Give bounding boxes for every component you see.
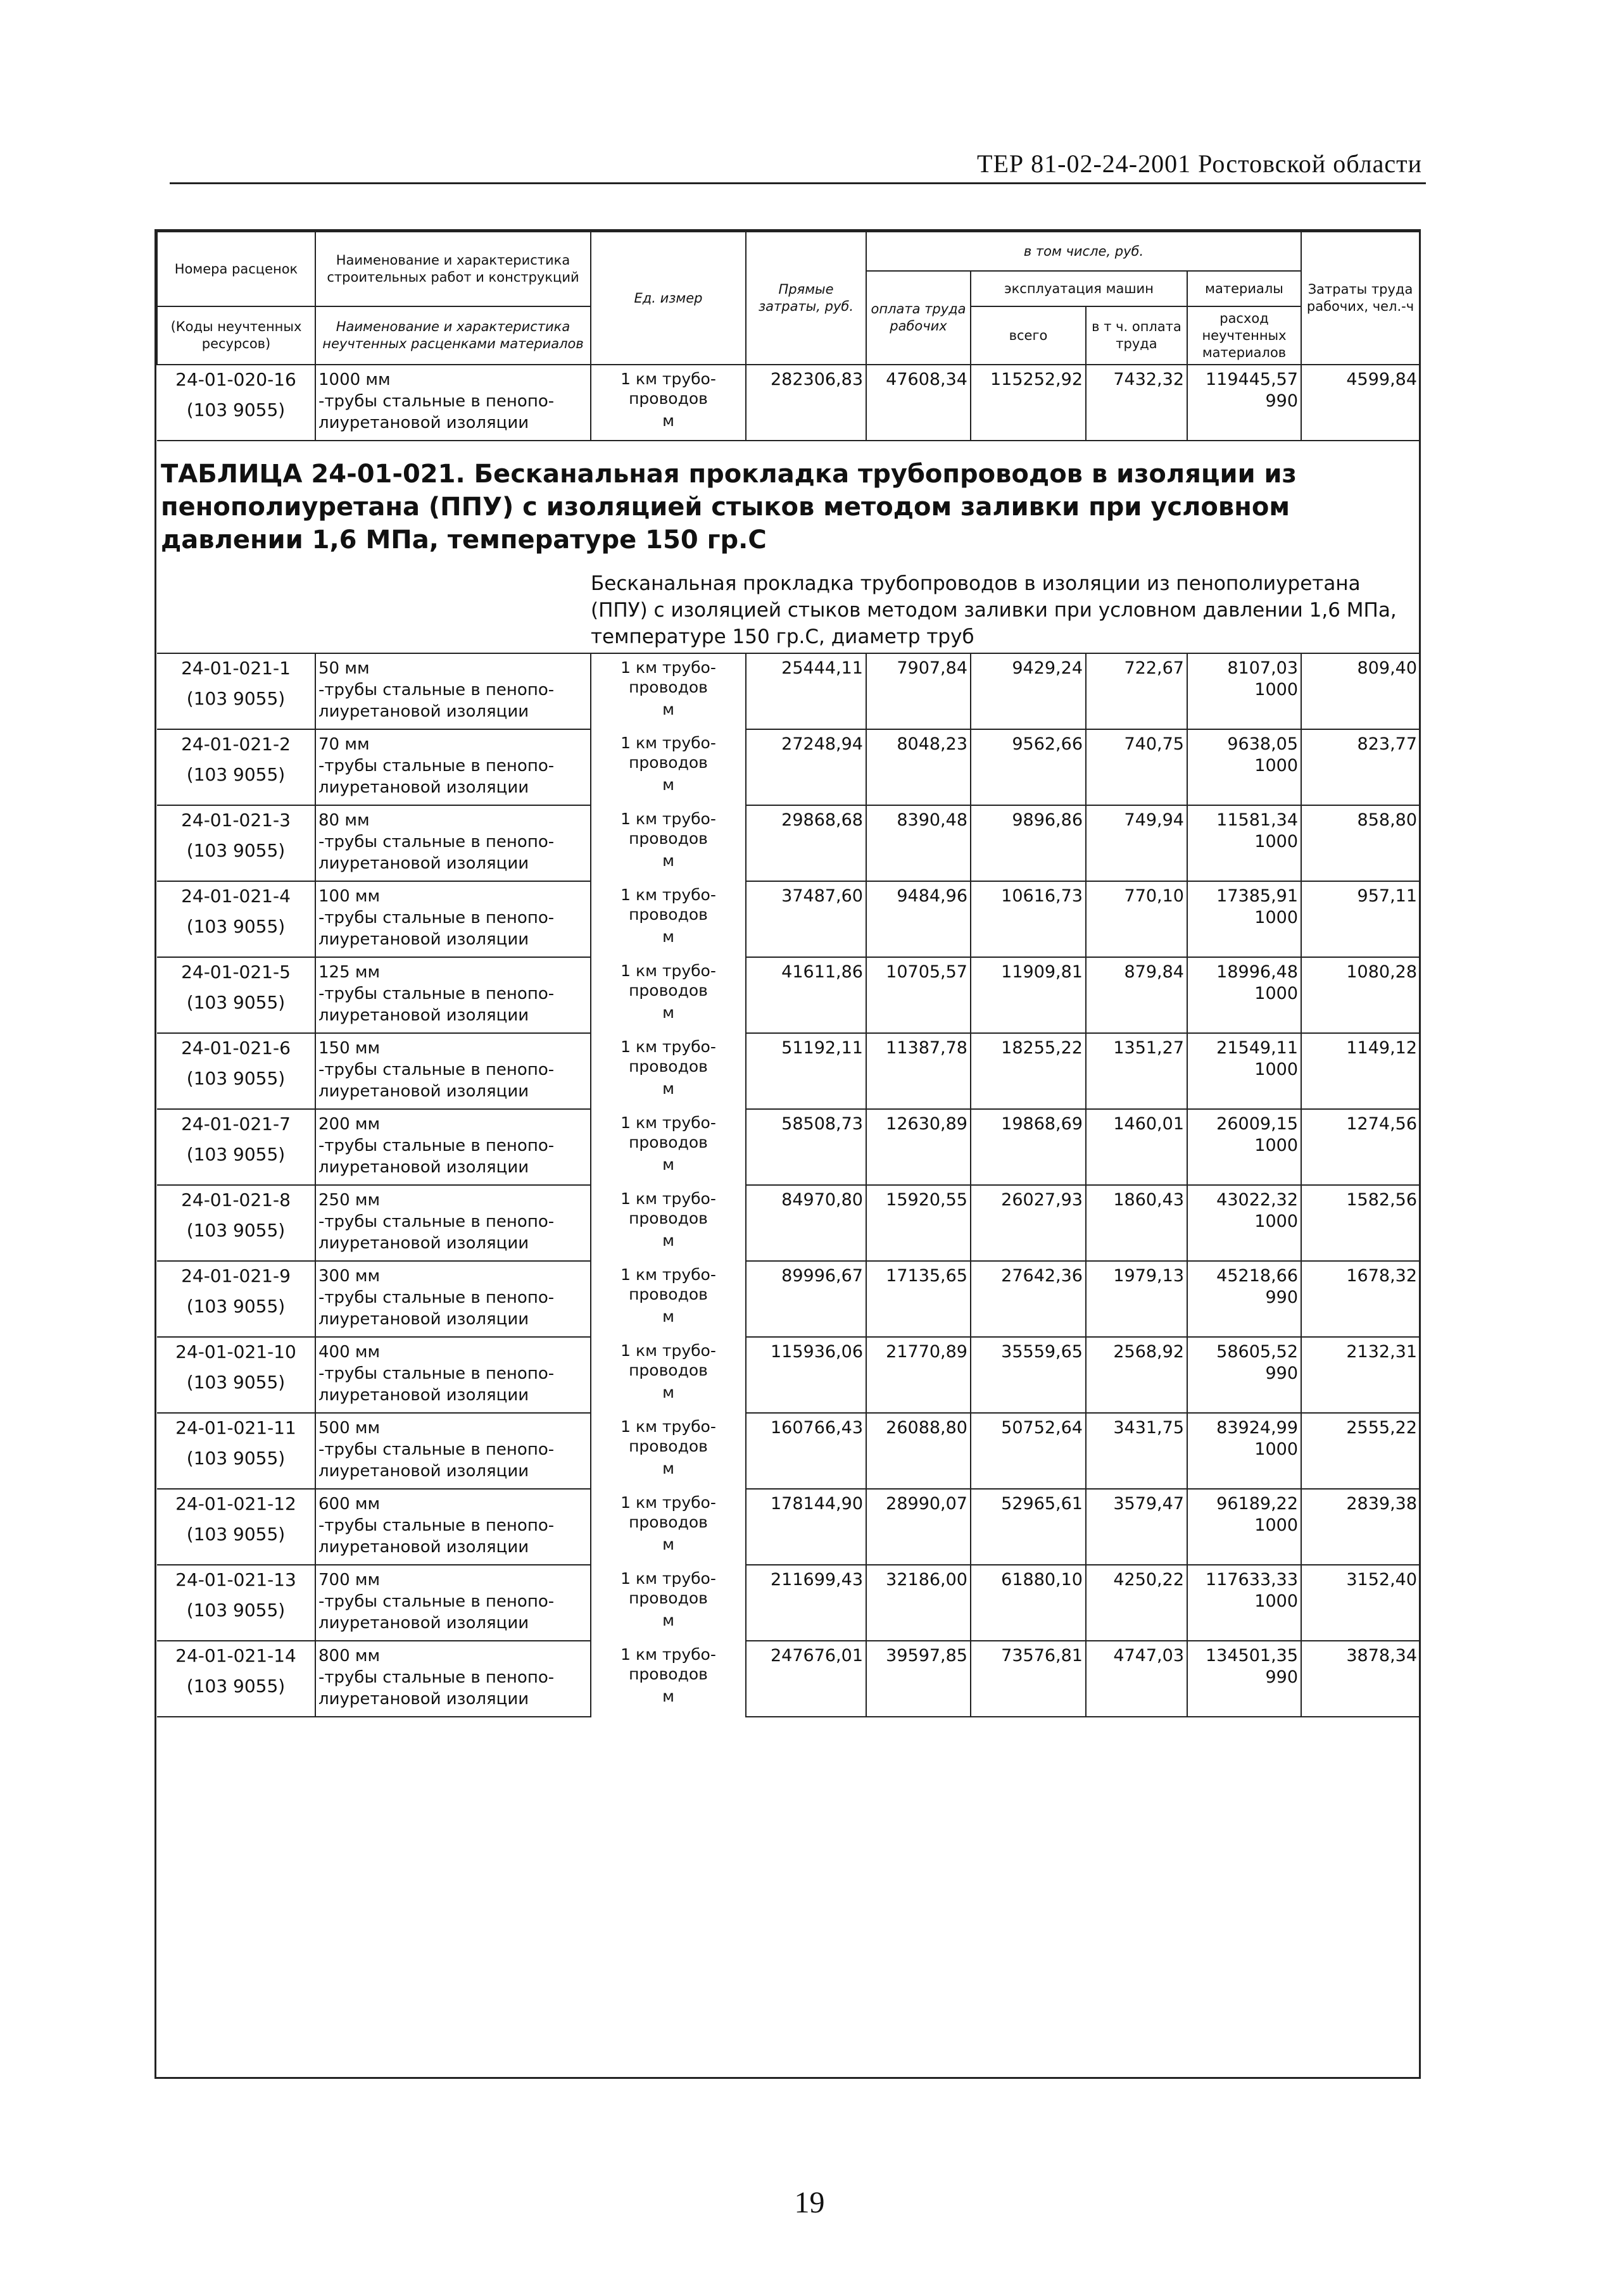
col-direct-header: Прямые затраты, руб.: [746, 232, 866, 365]
labor-cost: 823,77: [1301, 729, 1420, 755]
col-labor-header: Затраты труда рабочих, чел.-ч: [1301, 232, 1420, 365]
work-name: 200 мм: [315, 1109, 591, 1135]
price-table-frame: [154, 229, 1421, 2079]
resource-code: (103 9055): [157, 1591, 315, 1641]
unit: 1 км трубо-проводов м: [591, 1489, 746, 1565]
unit: 1 км трубо-проводов м: [591, 1413, 746, 1489]
materials-cost: 58605,52: [1187, 1337, 1301, 1363]
rate-code: 24-01-020-16: [157, 365, 315, 391]
resource-code: (103 9055): [157, 755, 315, 805]
wage-cost: 10705,57: [866, 957, 971, 983]
resource-unit: м: [662, 1611, 674, 1629]
table-row: [157, 679, 1420, 729]
table-row: [157, 1033, 1420, 1059]
direct-cost: 247676,01: [746, 1641, 866, 1667]
work-name: 125 мм: [315, 957, 591, 983]
labor-cost: 1274,56: [1301, 1109, 1420, 1135]
direct-cost: 115936,06: [746, 1337, 866, 1363]
machines-wage: 722,67: [1086, 653, 1187, 679]
machines-total: 115252,92: [971, 365, 1086, 391]
rate-code: 24-01-021-14: [157, 1641, 315, 1667]
col-name-alt-header: Наименование и характеристика неучтенных расценками материалов: [315, 306, 591, 365]
unit: 1 км трубо-проводов м: [591, 1337, 746, 1413]
direct-cost: 29868,68: [746, 805, 866, 831]
materials-cost: 18996,48: [1187, 957, 1301, 983]
materials-cost: 21549,11: [1187, 1033, 1301, 1059]
machines-total: 9429,24: [971, 653, 1086, 679]
table-row: [157, 983, 1420, 1033]
document-header: [170, 149, 1426, 184]
rate-code: 24-01-021-1: [157, 653, 315, 679]
resource-name: -трубы стальные в пенопо-лиуретановой изоляции: [315, 1667, 591, 1717]
resource-code: (103 9055): [157, 679, 315, 729]
resource-code: (103 9055): [157, 907, 315, 957]
machines-total: 61880,10: [971, 1565, 1086, 1591]
col-incl-header: в том числе, руб.: [866, 232, 1301, 271]
resource-qty: 1000: [1187, 907, 1301, 957]
unit: 1 км трубо-проводов м: [591, 729, 746, 805]
table-row: [157, 1363, 1420, 1413]
direct-cost: 160766,43: [746, 1413, 866, 1439]
col-incl-wage-header: в т ч. оплата труда: [1086, 306, 1187, 365]
resource-name: -трубы стальные в пенопо-лиуретановой изоляции: [315, 679, 591, 729]
machines-total: 10616,73: [971, 881, 1086, 907]
wage-cost: 12630,89: [866, 1109, 971, 1135]
resource-qty: 1000: [1187, 1515, 1301, 1565]
direct-cost: 282306,83: [746, 365, 866, 391]
machines-wage: 1860,43: [1086, 1185, 1187, 1211]
resource-qty: 990: [1187, 391, 1301, 441]
table-body: [157, 653, 1420, 1717]
rate-code: 24-01-021-4: [157, 881, 315, 907]
unit: 1 км трубо-проводов м: [591, 365, 746, 441]
resource-name: -трубы стальные в пенопо-лиуретановой изоляции: [315, 1287, 591, 1337]
machines-wage: 4250,22: [1086, 1565, 1187, 1591]
machines-wage: 740,75: [1086, 729, 1187, 755]
unit: 1 км трубо-проводов м: [591, 1565, 746, 1641]
resource-name: -трубы стальные в пенопо-лиуретановой изоляции: [315, 755, 591, 805]
table-row: [157, 391, 1420, 441]
direct-cost: 41611,86: [746, 957, 866, 983]
resource-unit: м: [662, 1307, 674, 1326]
col-code-header: Номера расценок: [157, 232, 315, 306]
materials-cost: 26009,15: [1187, 1109, 1301, 1135]
rate-code: 24-01-021-6: [157, 1033, 315, 1059]
materials-cost: 9638,05: [1187, 729, 1301, 755]
resource-qty: 1000: [1187, 679, 1301, 729]
table-row: [157, 957, 1420, 983]
resource-unit: м: [662, 851, 674, 870]
table-subtitle-row: [157, 563, 1420, 653]
document-title: ТЕР 81-02-24-2001 Ростовской области: [977, 149, 1422, 178]
labor-cost: 1149,12: [1301, 1033, 1420, 1059]
labor-cost: 858,80: [1301, 805, 1420, 831]
table-row: [157, 1135, 1420, 1185]
resource-qty: 1000: [1187, 1439, 1301, 1489]
table-row: [157, 729, 1420, 755]
labor-cost: 3878,34: [1301, 1641, 1420, 1667]
resource-name: -трубы стальные в пенопо-лиуретановой изоляции: [315, 1591, 591, 1641]
table-row: [157, 1489, 1420, 1515]
resource-code: (103 9055): [157, 1515, 315, 1565]
resource-unit: м: [662, 927, 674, 946]
work-name: 150 мм: [315, 1033, 591, 1059]
materials-cost: 119445,57: [1187, 365, 1301, 391]
resource-unit: м: [662, 700, 674, 718]
rate-code: 24-01-021-9: [157, 1261, 315, 1287]
work-name: 50 мм: [315, 653, 591, 679]
resource-unit: м: [662, 1687, 674, 1705]
materials-cost: 8107,03: [1187, 653, 1301, 679]
rate-code: 24-01-021-2: [157, 729, 315, 755]
direct-cost: 84970,80: [746, 1185, 866, 1211]
work-name: 800 мм: [315, 1641, 591, 1667]
resource-code: (103 9055): [157, 831, 315, 881]
machines-total: 9562,66: [971, 729, 1086, 755]
resource-unit: м: [662, 1003, 674, 1022]
machines-total: 9896,86: [971, 805, 1086, 831]
resource-code: (103 9055): [157, 1667, 315, 1717]
col-wage-header: оплата труда рабочих: [866, 271, 971, 365]
machines-wage: 3579,47: [1086, 1489, 1187, 1515]
table-row: [157, 653, 1420, 679]
table-row: [157, 1413, 1420, 1439]
work-name: 80 мм: [315, 805, 591, 831]
direct-cost: 211699,43: [746, 1565, 866, 1591]
machines-wage: 770,10: [1086, 881, 1187, 907]
col-total-header: всего: [971, 306, 1086, 365]
labor-cost: 1582,56: [1301, 1185, 1420, 1211]
rate-code: 24-01-021-3: [157, 805, 315, 831]
table-title: ТАБЛИЦА 24-01-021. Бесканальная прокладка трубопроводов в изоляции из пенополиуретана (ППУ) с изоляцией стыков методом заливки при условном давлении 1,6 МПа, температуре 150 гр.С: [157, 441, 1420, 563]
unit: 1 км трубо-проводов м: [591, 1641, 746, 1717]
col-mat-consumption-header: расход неучтенных материалов: [1187, 306, 1301, 365]
work-name: 500 мм: [315, 1413, 591, 1439]
materials-cost: 43022,32: [1187, 1185, 1301, 1211]
machines-total: 50752,64: [971, 1413, 1086, 1439]
direct-cost: 37487,60: [746, 881, 866, 907]
machines-wage: 7432,32: [1086, 365, 1187, 391]
table-subtitle: Бесканальная прокладка трубопроводов в изоляции из пенополиуретана (ППУ) с изоляцией стыков методом заливки при условном давлении 1,6 МПа, температуре 150 гр.С, диаметр труб: [591, 563, 1420, 653]
resource-qty: 1000: [1187, 1135, 1301, 1185]
direct-cost: 178144,90: [746, 1489, 866, 1515]
table-row: [157, 1667, 1420, 1717]
resource-code: (103 9055): [157, 1135, 315, 1185]
resource-name: -трубы стальные в пенопо-лиуретановой изоляции: [315, 983, 591, 1033]
rate-code: 24-01-021-7: [157, 1109, 315, 1135]
wage-cost: 8048,23: [866, 729, 971, 755]
wage-cost: 21770,89: [866, 1337, 971, 1363]
table-row: [157, 1439, 1420, 1489]
machines-total: 11909,81: [971, 957, 1086, 983]
resource-name: -трубы стальные в пенопо-лиуретановой изоляции: [315, 391, 591, 441]
rate-code: 24-01-021-10: [157, 1337, 315, 1363]
col-code-alt-header: (Коды неучтенных ресурсов): [157, 306, 315, 365]
page-number: 19: [794, 2186, 825, 2219]
rate-code: 24-01-021-8: [157, 1185, 315, 1211]
rate-code: 24-01-021-13: [157, 1565, 315, 1591]
table-title-row: [157, 441, 1420, 563]
resource-unit: м: [662, 775, 674, 794]
work-name: 300 мм: [315, 1261, 591, 1287]
resource-code: (103 9055): [157, 1211, 315, 1261]
direct-cost: 27248,94: [746, 729, 866, 755]
labor-cost: 3152,40: [1301, 1565, 1420, 1591]
resource-name: -трубы стальные в пенопо-лиуретановой изоляции: [315, 1135, 591, 1185]
materials-cost: 45218,66: [1187, 1261, 1301, 1287]
resource-qty: 1000: [1187, 1591, 1301, 1641]
work-name: 70 мм: [315, 729, 591, 755]
table-row: [157, 755, 1420, 805]
table-row: [157, 1185, 1420, 1211]
wage-cost: 17135,65: [866, 1261, 971, 1287]
machines-total: 35559,65: [971, 1337, 1086, 1363]
resource-unit: м: [662, 1383, 674, 1402]
machines-wage: 1351,27: [1086, 1033, 1187, 1059]
direct-cost: 89996,67: [746, 1261, 866, 1287]
resource-code: (103 9055): [157, 983, 315, 1033]
rate-code: 24-01-021-12: [157, 1489, 315, 1515]
table-row: [157, 831, 1420, 881]
table-row: [157, 1261, 1420, 1287]
table-row: [157, 1109, 1420, 1135]
table-row: [157, 907, 1420, 957]
resource-unit: м: [662, 1459, 674, 1477]
labor-cost: 4599,84: [1301, 365, 1420, 391]
unit: 1 км трубо-проводов м: [591, 957, 746, 1033]
resource-name: -трубы стальные в пенопо-лиуретановой изоляции: [315, 1363, 591, 1413]
materials-cost: 134501,35: [1187, 1641, 1301, 1667]
unit: 1 км трубо-проводов м: [591, 881, 746, 957]
rate-code: 24-01-021-11: [157, 1413, 315, 1439]
work-name: 700 мм: [315, 1565, 591, 1591]
table-row: [157, 1287, 1420, 1337]
wage-cost: 8390,48: [866, 805, 971, 831]
work-name: 600 мм: [315, 1489, 591, 1515]
table-row: [157, 1337, 1420, 1363]
unit: 1 км трубо-проводов м: [591, 1261, 746, 1337]
table-row: [157, 1211, 1420, 1261]
resource-code: (103 9055): [157, 391, 315, 441]
price-table: [156, 231, 1420, 1717]
machines-wage: 1979,13: [1086, 1261, 1187, 1287]
resource-unit: м: [662, 1535, 674, 1553]
machines-wage: 879,84: [1086, 957, 1187, 983]
resource-unit: м: [662, 1231, 674, 1250]
machines-total: 52965,61: [971, 1489, 1086, 1515]
wage-cost: 15920,55: [866, 1185, 971, 1211]
materials-cost: 11581,34: [1187, 805, 1301, 831]
col-machines-header: эксплуатация машин: [971, 271, 1187, 306]
labor-cost: 2555,22: [1301, 1413, 1420, 1439]
wage-cost: 9484,96: [866, 881, 971, 907]
unit: 1 км трубо-проводов м: [591, 653, 746, 729]
unit: 1 км трубо-проводов м: [591, 1033, 746, 1109]
resource-code: (103 9055): [157, 1439, 315, 1489]
direct-cost: 51192,11: [746, 1033, 866, 1059]
resource-code: (103 9055): [157, 1363, 315, 1413]
wage-cost: 11387,78: [866, 1033, 971, 1059]
resource-qty: 1000: [1187, 831, 1301, 881]
table-header: [157, 232, 1420, 365]
machines-total: 26027,93: [971, 1185, 1086, 1211]
resource-qty: 1000: [1187, 755, 1301, 805]
machines-total: 73576,81: [971, 1641, 1086, 1667]
labor-cost: 809,40: [1301, 653, 1420, 679]
table-row: [157, 805, 1420, 831]
materials-cost: 117633,33: [1187, 1565, 1301, 1591]
work-name: 1000 мм: [315, 365, 591, 391]
resource-qty: 1000: [1187, 983, 1301, 1033]
materials-cost: 83924,99: [1187, 1413, 1301, 1439]
machines-wage: 1460,01: [1086, 1109, 1187, 1135]
labor-cost: 957,11: [1301, 881, 1420, 907]
resource-unit: м: [662, 1079, 674, 1098]
table-row: [157, 1565, 1420, 1591]
resource-name: -трубы стальные в пенопо-лиуретановой изоляции: [315, 1439, 591, 1489]
work-name: 250 мм: [315, 1185, 591, 1211]
direct-cost: 58508,73: [746, 1109, 866, 1135]
wage-cost: 7907,84: [866, 653, 971, 679]
table-row: [157, 1515, 1420, 1565]
wage-cost: 32186,00: [866, 1565, 971, 1591]
table-row: [157, 1591, 1420, 1641]
work-name: 100 мм: [315, 881, 591, 907]
machines-total: 27642,36: [971, 1261, 1086, 1287]
resource-unit: м: [662, 411, 674, 430]
resource-code: (103 9055): [157, 1059, 315, 1109]
table-row: [157, 1641, 1420, 1667]
resource-unit: м: [662, 1155, 674, 1174]
resource-name: -трубы стальные в пенопо-лиуретановой изоляции: [315, 1059, 591, 1109]
resource-name: -трубы стальные в пенопо-лиуретановой изоляции: [315, 831, 591, 881]
wage-cost: 47608,34: [866, 365, 971, 391]
labor-cost: 2132,31: [1301, 1337, 1420, 1363]
table-row: [157, 881, 1420, 907]
machines-wage: 749,94: [1086, 805, 1187, 831]
resource-code: (103 9055): [157, 1287, 315, 1337]
rate-code: 24-01-021-5: [157, 957, 315, 983]
resource-name: -трубы стальные в пенопо-лиуретановой изоляции: [315, 1515, 591, 1565]
col-materials-header: материалы: [1187, 271, 1301, 306]
col-unit-header: Ед. измер: [591, 232, 746, 365]
unit: 1 км трубо-проводов м: [591, 1185, 746, 1261]
labor-cost: 2839,38: [1301, 1489, 1420, 1515]
machines-total: 18255,22: [971, 1033, 1086, 1059]
resource-qty: 1000: [1187, 1211, 1301, 1261]
labor-cost: 1678,32: [1301, 1261, 1420, 1287]
wage-cost: 26088,80: [866, 1413, 971, 1439]
resource-qty: 990: [1187, 1363, 1301, 1413]
materials-cost: 96189,22: [1187, 1489, 1301, 1515]
resource-name: -трубы стальные в пенопо-лиуретановой изоляции: [315, 1211, 591, 1261]
machines-wage: 2568,92: [1086, 1337, 1187, 1363]
resource-qty: 990: [1187, 1287, 1301, 1337]
direct-cost: 25444,11: [746, 653, 866, 679]
table-row: [157, 1059, 1420, 1109]
materials-cost: 17385,91: [1187, 881, 1301, 907]
work-name: 400 мм: [315, 1337, 591, 1363]
wage-cost: 39597,85: [866, 1641, 971, 1667]
wage-cost: 28990,07: [866, 1489, 971, 1515]
col-name-header: Наименование и характеристика строительных работ и конструкций: [315, 232, 591, 306]
machines-wage: 3431,75: [1086, 1413, 1187, 1439]
unit: 1 км трубо-проводов м: [591, 805, 746, 881]
resource-qty: 990: [1187, 1667, 1301, 1717]
resource-name: -трубы стальные в пенопо-лиуретановой изоляции: [315, 907, 591, 957]
table-row: [157, 365, 1420, 391]
machines-wage: 4747,03: [1086, 1641, 1187, 1667]
unit: 1 км трубо-проводов м: [591, 1109, 746, 1185]
machines-total: 19868,69: [971, 1109, 1086, 1135]
labor-cost: 1080,28: [1301, 957, 1420, 983]
resource-qty: 1000: [1187, 1059, 1301, 1109]
